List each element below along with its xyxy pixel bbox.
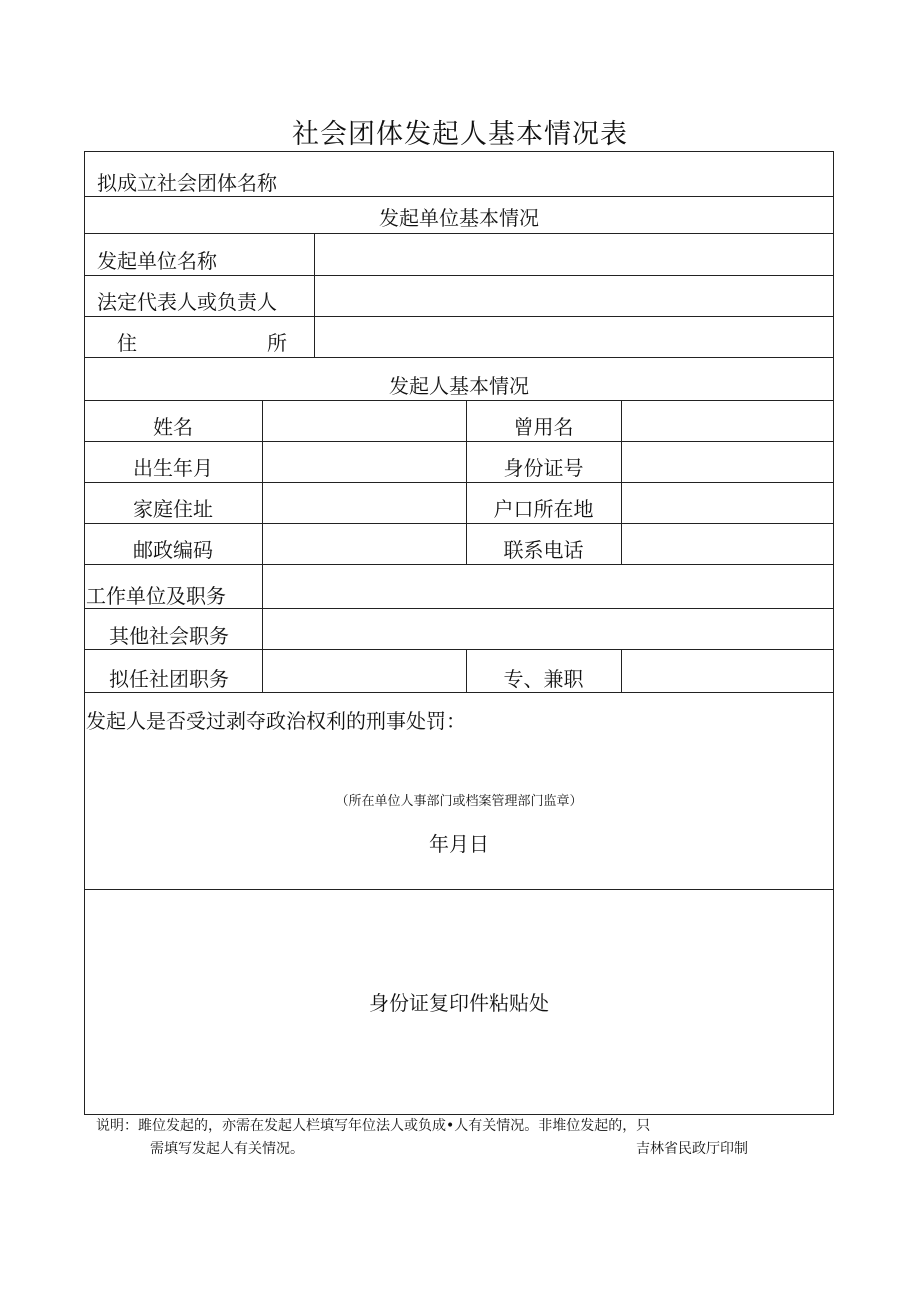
form-title: 社会团体发起人基本情况表 [292,119,628,150]
row-divider [84,196,834,197]
other-social-field[interactable] [266,613,830,645]
footer-note: 需填写发起人有关情况。 [150,1141,304,1157]
criminal-answer-field[interactable] [90,740,828,790]
unit-name-label: 发起单位名称 [97,249,217,273]
col-divider [314,233,315,357]
hukou-label: 户口所在地 [493,497,594,521]
col-divider [262,564,263,649]
col-divider [262,649,263,692]
row-divider [84,523,834,524]
birth-field[interactable] [266,446,462,478]
former-name-label: 曾用名 [513,415,574,439]
proposed-name-label: 拟成立社会团体名称 [97,171,277,195]
row-divider [84,316,834,317]
date-label: 年月日 [429,832,489,856]
criminal-question: 发起人是否受过剥夺政治权利的刑事处罚： [86,709,466,733]
unit-section-title: 发起单位基本情况 [379,206,539,230]
domicile-label: 住 [117,331,137,355]
hukou-field[interactable] [625,487,830,519]
domicile-field[interactable] [318,321,828,353]
row-divider [84,441,834,442]
other-social-label: 其他社会职务 [109,624,229,648]
row-divider [84,357,834,358]
proposed-name-field[interactable] [315,168,830,194]
col-divider [262,400,263,564]
former-name-field[interactable] [625,405,830,437]
name-field[interactable] [266,405,462,437]
legal-rep-field[interactable] [318,280,828,312]
postcode-field[interactable] [266,528,462,560]
name-label: 姓名 [153,415,193,439]
col-divider [621,400,622,564]
row-divider [84,564,834,565]
id-number-label: 身份证号 [503,456,584,480]
row-divider [84,692,834,693]
proposed-post-label: 拟任社团职务 [109,667,229,691]
row-divider [84,233,834,234]
row-divider [84,889,834,890]
birth-label: 出生年月 [133,456,213,480]
seal-note: （所在单位人事部门或档案管理部门监章） [335,794,583,809]
fulltime-label: 专、兼职 [503,667,584,691]
row-divider [84,275,834,276]
work-unit-label: 工作单位及职务 [86,584,226,608]
unit-name-field[interactable] [318,238,828,270]
row-divider [84,482,834,483]
proposed-post-field[interactable] [266,654,462,688]
id-number-field[interactable] [625,446,830,478]
home-address-field[interactable] [266,487,462,519]
row-divider [84,400,834,401]
id-copy-label: 身份证复印件粘贴处 [369,991,549,1015]
fulltime-field[interactable] [625,654,830,688]
postcode-label: 邮政编码 [133,538,213,562]
footer-note: 说明：雎位发起的，亦需在发起人栏填写年位法人或负成•人有关情况。非堆位发起的，只 [96,1118,651,1134]
person-section-title: 发起人基本情况 [389,374,529,398]
printer-credit: 吉林省民政厅印制 [636,1141,748,1157]
row-divider [84,608,834,609]
home-address-label: 家庭住址 [133,497,213,521]
phone-field[interactable] [625,528,830,560]
phone-label: 联系电话 [503,538,584,562]
col-divider [621,649,622,692]
legal-rep-label: 法定代表人或负责人 [97,290,277,314]
row-divider [84,649,834,650]
work-unit-field[interactable] [266,569,830,604]
domicile-label: 所 [267,331,287,355]
